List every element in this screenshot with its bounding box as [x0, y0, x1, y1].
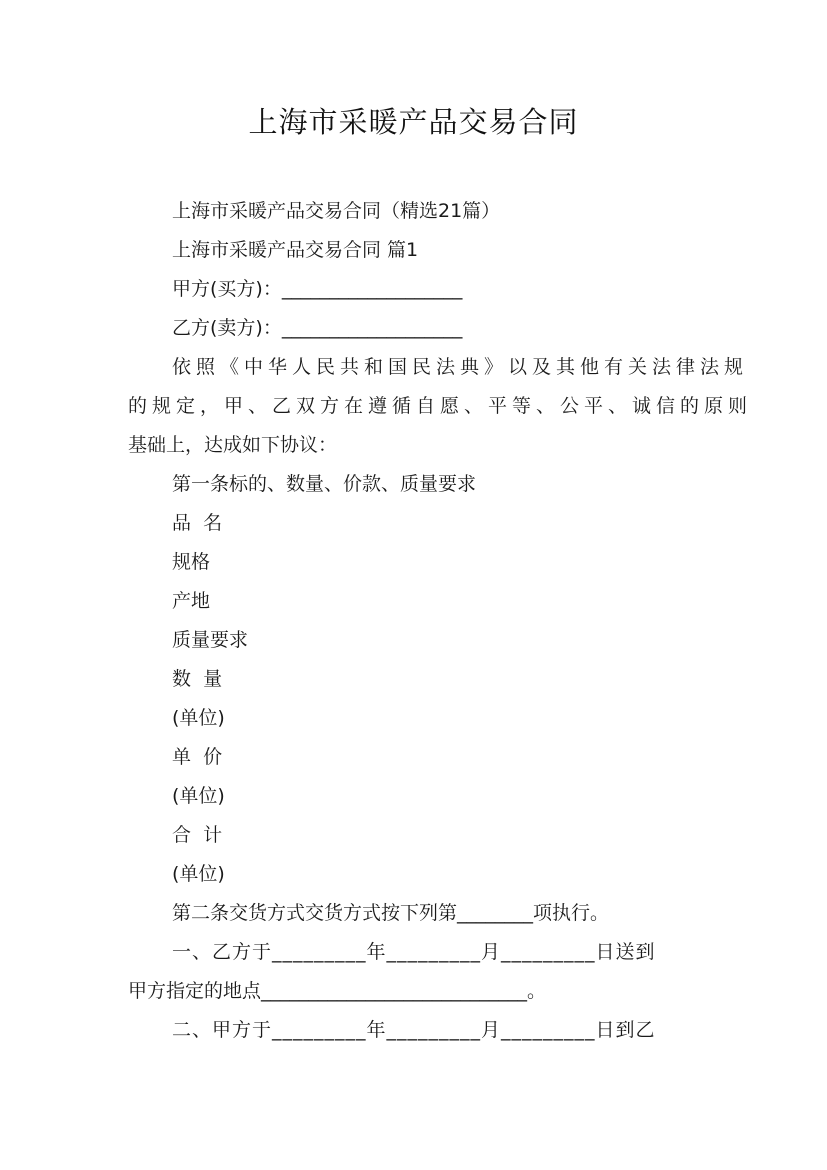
- section-heading: 上海市采暖产品交易合同 篇1: [172, 239, 419, 261]
- paragraph-line: 的规定，甲、乙双方在遵循自愿、平等、公平、诚信的原则: [128, 395, 753, 417]
- field-label: 数 量: [172, 668, 223, 690]
- document-title: 上海市采暖产品交易合同: [248, 105, 579, 139]
- field-label: 规格: [172, 551, 211, 573]
- paragraph-line: 一、乙方于_________年_________月_________日送到: [172, 941, 656, 963]
- paragraph-line: 甲方指定的地点____________________________。: [128, 980, 547, 1002]
- paragraph-line: 二、甲方于_________年_________月_________日到乙: [172, 1019, 656, 1041]
- field-label: (单位): [172, 863, 225, 885]
- field-label: (单位): [172, 785, 225, 807]
- field-label: 产地: [172, 590, 211, 612]
- field-label: 品 名: [172, 512, 223, 534]
- document-subtitle: 上海市采暖产品交易合同（精选21篇）: [172, 200, 501, 222]
- clause-heading: 第二条交货方式交货方式按下列第________项执行。: [172, 902, 610, 924]
- party-a-line: 甲方(买方)：___________________: [172, 278, 463, 300]
- paragraph-line: 依照《中华人民共和国民法典》以及其他有关法律法规: [172, 356, 749, 378]
- paragraph-line: 基础上，达成如下协议：: [128, 434, 338, 456]
- clause-heading: 第一条标的、数量、价款、质量要求: [172, 473, 477, 495]
- field-label: 合 计: [172, 824, 223, 846]
- party-b-line: 乙方(卖方)：___________________: [172, 317, 463, 339]
- field-label: (单位): [172, 707, 225, 729]
- field-label: 单 价: [172, 746, 223, 768]
- field-label: 质量要求: [172, 629, 249, 651]
